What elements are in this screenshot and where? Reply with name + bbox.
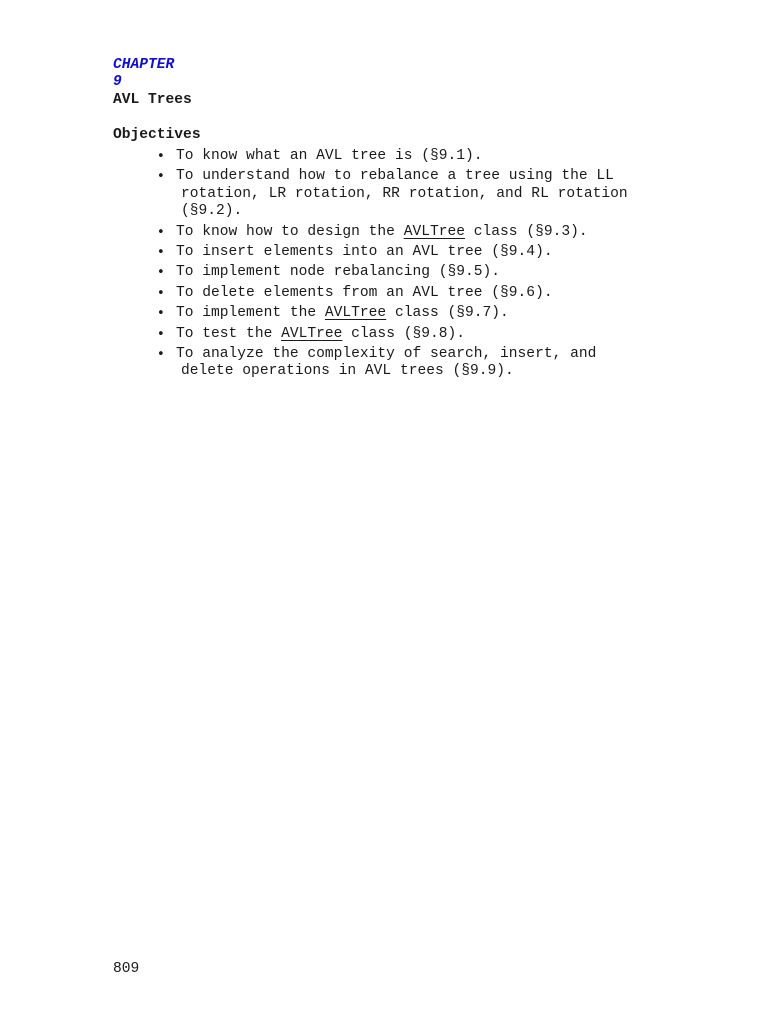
objective-item [157, 244, 677, 261]
objective-line [176, 363, 677, 380]
objective-item [157, 168, 677, 220]
bullet-icon: • [157, 149, 165, 164]
chapter-number: 9 [113, 74, 122, 90]
class-name-code: AVLTree [324, 305, 387, 322]
objective-item [157, 148, 677, 165]
objective-text: To understand how to rebalance a tree using the LL [176, 168, 614, 185]
objective-item [157, 346, 677, 381]
objective-line [176, 168, 677, 185]
chapter-label: CHAPTER [113, 57, 175, 73]
class-name-code: AVLTree [403, 223, 466, 240]
chapter-title: AVL Trees [113, 92, 192, 108]
objective-text: To implement the [176, 305, 325, 322]
page-number: 809 [113, 961, 140, 977]
objective-line [176, 224, 677, 241]
bullet-icon: • [157, 224, 165, 240]
objective-text: (§9.2). [181, 203, 243, 220]
bullet-icon: • [157, 285, 165, 301]
objective-line [176, 285, 677, 302]
bullet-icon: • [157, 326, 165, 342]
objective-text: To analyze the complexity of search, insert, and [176, 346, 597, 363]
objective-item [157, 305, 677, 322]
objective-line [176, 148, 677, 165]
objective-line [176, 203, 677, 220]
bullet-icon: • [157, 265, 165, 281]
bullet-icon: • [157, 306, 165, 322]
objective-line [176, 244, 677, 261]
objective-item [157, 264, 677, 281]
objective-line [176, 346, 677, 363]
objective-text: To implement node rebalancing (§9.5). [176, 264, 501, 281]
objective-line [176, 186, 677, 203]
objective-item [157, 224, 677, 241]
objective-line [176, 305, 677, 322]
objectives-list [157, 148, 677, 384]
objective-text: To insert elements into an AVL tree (§9.4). [176, 244, 553, 261]
objective-text: rotation, LR rotation, RR rotation, and RL rotation [181, 185, 628, 202]
objective-text: delete operations in AVL trees (§9.9). [181, 363, 514, 380]
objective-text: To know how to design the [176, 223, 404, 240]
objective-text: class (§9.3). [465, 223, 588, 240]
objective-line [176, 264, 677, 281]
bullet-icon: • [157, 347, 165, 363]
class-name-code: AVLTree [281, 325, 343, 342]
objective-text: To delete elements from an AVL tree (§9.6). [176, 284, 553, 301]
objective-item [157, 326, 677, 343]
objective-text: To test the [176, 325, 282, 342]
objective-item [157, 285, 677, 302]
bullet-icon: • [157, 169, 165, 185]
objective-text: class (§9.7). [386, 305, 509, 322]
objective-text: class (§9.8). [342, 325, 466, 342]
objective-line [176, 326, 677, 343]
objectives-heading: Objectives [113, 127, 201, 143]
objective-text: To know what an AVL tree is (§9.1). [176, 148, 483, 164]
bullet-icon: • [157, 245, 165, 261]
